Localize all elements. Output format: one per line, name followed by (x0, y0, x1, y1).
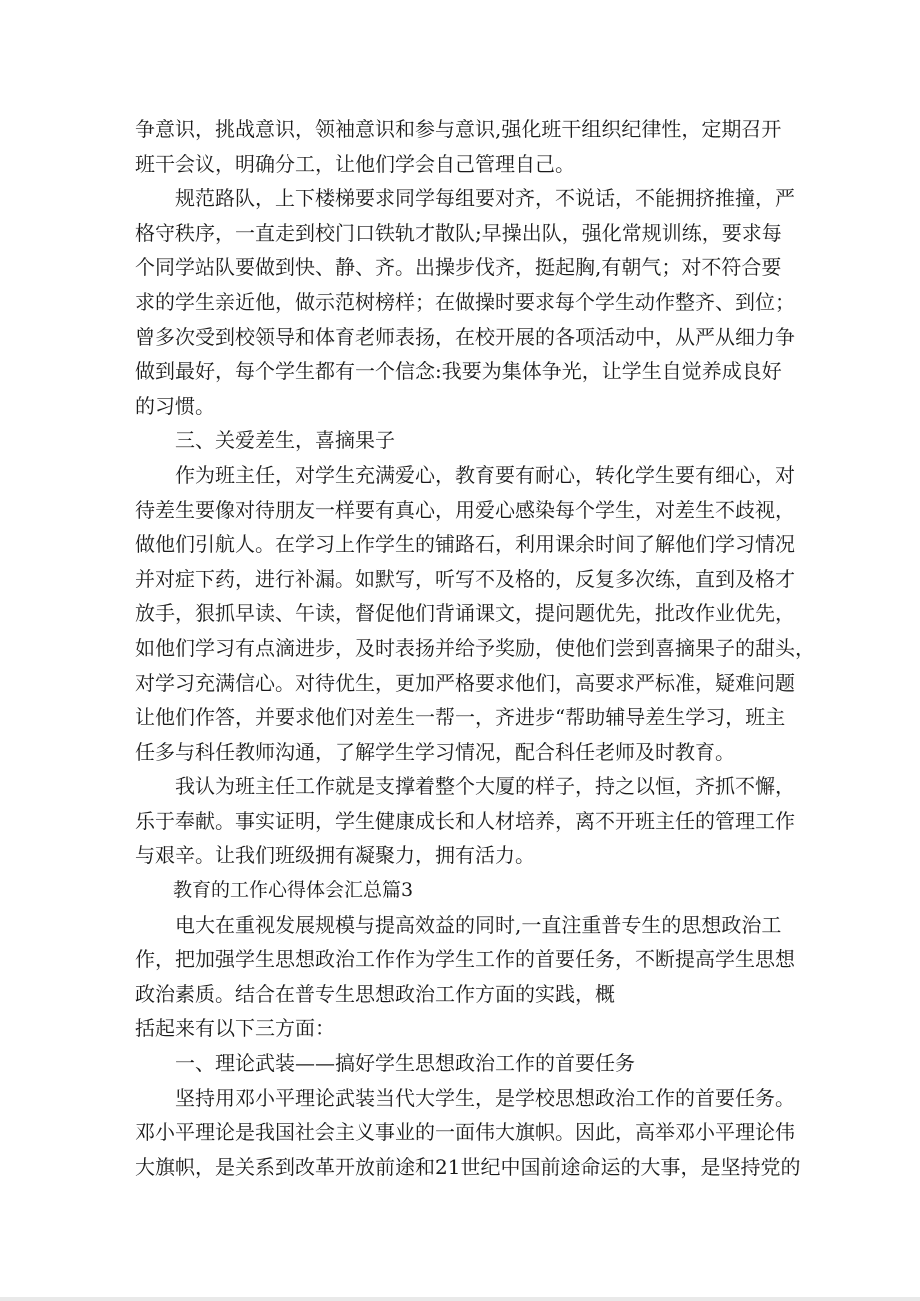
paragraph-line: 政治素质。结合在普专生思想政治工作方面的实践，概 (135, 981, 615, 1006)
section-heading: 一、理论武装——搞好学生思想政治工作的首要任务 (135, 1051, 635, 1076)
paragraph-line: 做他们引航人。在学习上作学生的铺路石，利用课余时间了解他们学习情况 (135, 532, 795, 557)
article-title: 教育的工作心得体会汇总篇3 (135, 879, 414, 902)
section-heading: 三、关爱差生，喜摘果子 (135, 428, 395, 453)
paragraph-line: 邓小平理论是我国社会主义事业的一面伟大旗帜。因此，高举邓小平理论伟 (135, 1120, 795, 1145)
paragraph-line: 并对症下药，进行补漏。如默写，听写不及格的，反复多次练，直到及格才 (135, 566, 795, 591)
paragraph-line: 格守秩序，一直走到校门口铁轨才散队;早操出队，强化常规训练，要求每 (135, 220, 782, 245)
paragraph-line: 电大在重视发展规模与提高效益的同时,一直注重普专生的思想政治工 (135, 912, 782, 937)
paragraph-line: 与艰辛。让我们班级拥有凝聚力，拥有活力。 (135, 843, 535, 868)
paragraph-line: 做到最好，每个学生都有一个信念:我要为集体争光，让学生自觉养成良好 (135, 359, 782, 384)
paragraph-line: 乐于奉献。事实证明，学生健康成长和人材培养，离不开班主任的管理工作 (135, 808, 795, 833)
paragraph-line: 的习惯。 (135, 393, 215, 418)
page-bottom-divider (0, 1297, 920, 1301)
paragraph-line: 任多与科任教师沟通，了解学生学习情况，配合科任老师及时教育。 (135, 739, 735, 764)
paragraph-line: 争意识，挑战意识，领袖意识和参与意识,强化班干组织纪律性，定期召开 (135, 117, 782, 141)
paragraph-line: 让他们作答，并要求他们对差生一帮一，齐进步“帮助辅导差生学习，班主 (135, 705, 786, 730)
paragraph-line: 作为班主任，对学生充满爱心，教育要有耐心，转化学生要有细心，对 (135, 462, 795, 487)
paragraph-line: 求的学生亲近他，做示范树榜样；在做操时要求每个学生动作整齐、到位； (135, 289, 795, 314)
paragraph-line: 规范路队，上下楼梯要求同学每组要对齐，不说话，不能拥挤推撞，严 (135, 186, 795, 211)
paragraph-line: 坚持用邓小平理论武装当代大学生，是学校思想政治工作的首要任务。 (135, 1085, 795, 1110)
document-body (135, 112, 815, 1184)
paragraph-line: 待差生要像对待朋友一样要有真心，用爱心感染每个学生，对差生不歧视， (135, 497, 795, 522)
paragraph-line: 括起来有以下三方面： (135, 1016, 335, 1041)
paragraph-line: 个同学站队要做到快、静、齐。出操步伐齐，挺起胸,有朝气；对不符合要 (135, 255, 782, 280)
paragraph-line: 我认为班主任工作就是支撑着整个大厦的样子，持之以恒，齐抓不懈， (135, 774, 795, 799)
paragraph-line: 放手，狠抓早读、午读，督促他们背诵课文，提问题优先，批改作业优先， (135, 601, 795, 626)
paragraph-line: 作，把加强学生思想政治工作作为学生工作的首要任务，不断提高学生思想 (135, 947, 795, 972)
paragraph-line: 曾多次受到校领导和体育老师表扬，在校开展的各项活动中，从严从细力争 (135, 324, 795, 349)
paragraph-line: 对学习充满信心。对待优生，更加严格要求他们，高要求严标准，疑难问题 (135, 670, 795, 695)
paragraph-line: 如他们学习有点滴进步，及时表扬并给予奖励，使他们尝到喜摘果子的甜头， (135, 635, 815, 660)
paragraph-line: 大旗帜，是关系到改革开放前途和21世纪中国前途命运的大事，是坚持党的 (135, 1154, 801, 1179)
paragraph-line: 班干会议，明确分工，让他们学会自己管理自己。 (135, 151, 575, 176)
